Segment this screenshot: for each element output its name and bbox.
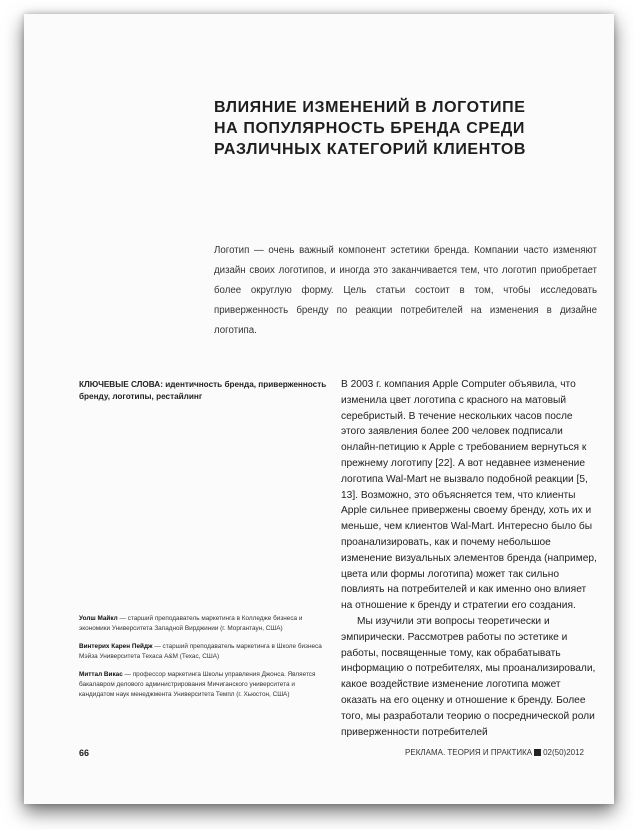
author-note [79,670,329,700]
author-bio: — профессор маркетинга Школы управления Джонса. Является бакалавром делового администрирования Мичиганского университета и кандидатом наук менеджмента Университета Темпл (г. Хьюстон, США) [79,671,316,698]
keywords-label: КЛЮЧЕВЫЕ СЛОВА: [79,380,163,389]
page [24,14,614,804]
journal-name: РЕКЛАМА. ТЕОРИЯ И ПРАКТИКА [405,748,533,757]
journal-footer [405,748,584,757]
article-title [214,97,594,160]
abstract: Логотип — очень важный компонент эстетики бренда. Компании часто изменяют дизайн своих логотипов, и иногда это заканчивается тем, что логотип приобретает более округлую форму. Цель статьи состоит в том, чтобы исследовать приверженность бренду по реакции потребителей на изменения в дизайне логотипа. [214,245,597,336]
author-note [79,614,329,634]
author-notes [79,614,329,708]
author-name: Уолш Майкл [79,615,118,622]
journal-issue: 02(50)2012 [543,748,584,757]
keywords-text: идентичность бренда, приверженность бренду, логотипы, рестайлинг [79,380,327,401]
square-separator-icon [534,749,541,756]
body-paragraph-2: Мы изучили эти вопросы теоретически и эмпирически. Рассмотрев работы по эстетике и работы, посвященные тому, как обрабатывать информацию о потребителях, мы проанализировали, какое воздействие изменение логотипа может оказать на его оценку и отношение к бренду. Более того, мы разработали теорию о посреднической роли приверженности потребителей [341,615,596,738]
body-text [341,377,598,740]
page-number: 66 [79,748,90,758]
title-line-3: РАЗЛИЧНЫХ КАТЕГОРИЙ КЛИЕНТОВ [214,141,527,158]
title-line-1: ВЛИЯНИЕ ИЗМЕНЕНИЙ В ЛОГОТИПЕ [214,99,526,116]
body-paragraph-1: В 2003 г. компания Apple Computer объявила, что изменила цвет логотипа с красного на матовый серебристый. В течение нескольких часов после этого заявления более 200 человек подписали онлайн-петицию к Apple с требованием вернуться к прежнему логотипу [22]. А вот недавнее изменение логотипа Wal-Mart не вызвало подобной реакции [5, 13]. Возможно, это объясняется тем, что клиенты Apple сильнее привержены своему бренду, хоть их и меньше, чем клиентов Wal-Mart. Интересно было бы проанализировать, как и почему небольшое изменение визуальных элементов бренда (например, цвета или формы логотипа) может так сильно повлиять на потребителей и как именно оно влияет на отношение к бренду и стратегии его создания. [341,379,597,612]
author-name: Миттал Викас [79,671,123,678]
keywords [79,379,329,403]
author-bio: — старший преподаватель маркетинга в Школе бизнеса Мэйза Университета Техаса A&M (Техас, США) [79,643,322,660]
author-bio: — старший преподаватель маркетинга в Колледже бизнеса и экономики Университета Западной Вирджинии (г. Моргантаун, США) [79,615,303,632]
title-line-2: НА ПОПУЛЯРНОСТЬ БРЕНДА СРЕДИ [214,120,526,137]
author-name: Винтерих Карен Пейдж [79,643,153,650]
author-note [79,642,329,662]
